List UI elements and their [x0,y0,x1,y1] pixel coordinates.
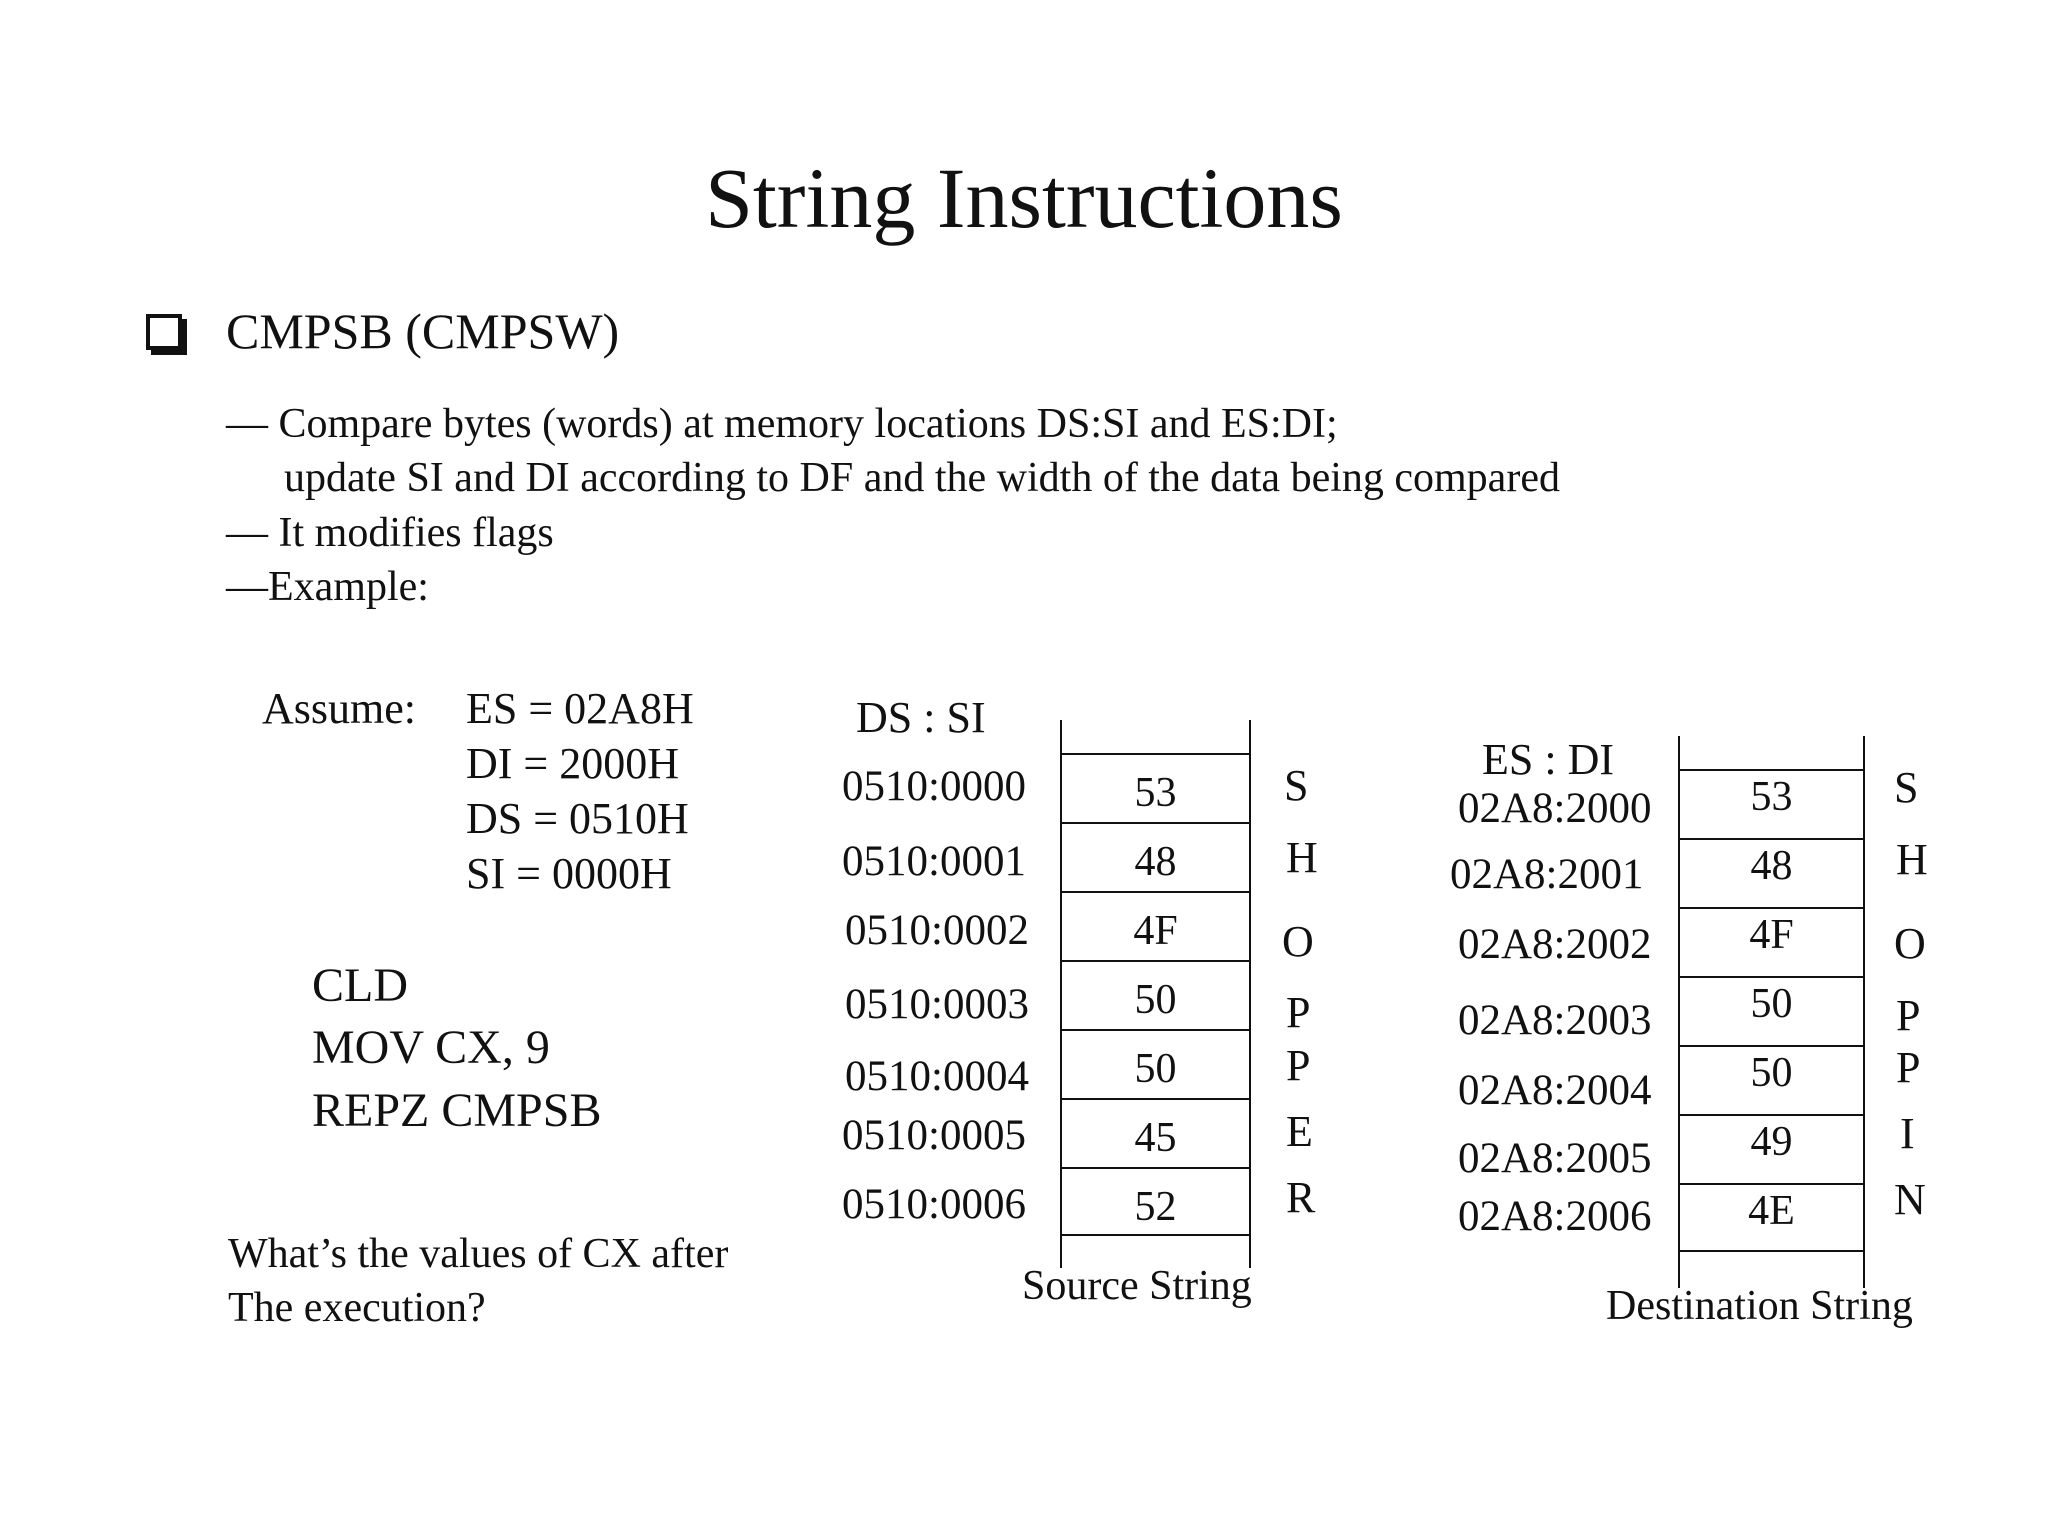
bullet-heading: CMPSB (CMPSW) [226,303,620,359]
source-address: 0510:0006 [842,1181,1026,1228]
source-address: 0510:0003 [845,981,1029,1028]
destination-letter: O [1894,919,1926,968]
question-line-2: The execution? [228,1285,486,1331]
destination-caption: Destination String [1606,1283,1913,1329]
destination-address: 02A8:2000 [1458,785,1652,832]
source-cell: 48 [1060,822,1251,891]
source-letter: O [1282,917,1314,966]
source-address: 0510:0005 [842,1112,1026,1159]
assume-value-di: DI = 2000H [466,739,680,788]
source-letter: R [1286,1173,1316,1222]
destination-letter: P [1896,991,1921,1040]
destination-letter: S [1894,763,1919,812]
destination-letter: N [1894,1175,1926,1224]
source-bottom-line [1060,1234,1251,1236]
source-address: 0510:0002 [845,907,1029,954]
slide-title: String Instructions [705,150,1343,246]
destination-address: 02A8:2004 [1458,1067,1652,1114]
source-header: DS : SI [856,693,986,742]
destination-cell: 50 [1678,1045,1865,1114]
checkbox-bullet-icon [146,314,182,350]
destination-cell: 48 [1678,838,1865,907]
description-line-2: update SI and DI according to DF and the width of the data being compared [284,455,1560,501]
assume-value-es: ES = 02A8H [466,684,694,733]
source-letter: H [1286,833,1318,882]
source-letter: E [1286,1107,1313,1156]
destination-address: 02A8:2002 [1458,921,1652,968]
source-address: 0510:0000 [842,763,1026,810]
destination-header: ES : DI [1482,735,1614,784]
destination-cell: 49 [1678,1114,1865,1183]
source-letter: S [1284,761,1309,810]
destination-letter: P [1896,1043,1921,1092]
destination-cell: 50 [1678,976,1865,1045]
assume-label: Assume: [262,684,416,733]
source-cell: 45 [1060,1098,1251,1167]
code-line-1: CLD [312,959,408,1012]
destination-cell: 4E [1678,1183,1865,1252]
assume-value-si: SI = 0000H [466,849,672,898]
source-cell: 52 [1060,1167,1251,1236]
description-line-4: —Example: [226,564,429,610]
destination-cell: 4F [1678,907,1865,976]
destination-letter: I [1900,1109,1915,1158]
source-cell: 50 [1060,960,1251,1029]
destination-address: 02A8:2005 [1458,1135,1652,1182]
destination-bottom-line [1678,1250,1865,1252]
source-address: 0510:0001 [842,838,1026,885]
source-address: 0510:0004 [845,1053,1029,1100]
source-cell: 53 [1060,753,1251,822]
source-cell: 4F [1060,891,1251,960]
question-line-1: What’s the values of CX after [228,1231,729,1277]
source-letter: P [1286,988,1311,1037]
source-cell: 50 [1060,1029,1251,1098]
destination-cell: 53 [1678,769,1865,838]
destination-address: 02A8:2003 [1458,997,1652,1044]
destination-address: 02A8:2006 [1458,1193,1652,1240]
code-line-3: REPZ CMPSB [312,1084,602,1137]
source-caption: Source String [1022,1263,1252,1309]
destination-address: 02A8:2001 [1450,851,1644,898]
description-line-3: — It modifies flags [226,510,554,556]
assume-value-ds: DS = 0510H [466,794,689,843]
code-line-2: MOV CX, 9 [312,1021,550,1074]
description-line-1: — Compare bytes (words) at memory locations DS:SI and ES:DI; [226,401,1338,447]
source-letter: P [1286,1041,1311,1090]
destination-letter: H [1896,835,1928,884]
